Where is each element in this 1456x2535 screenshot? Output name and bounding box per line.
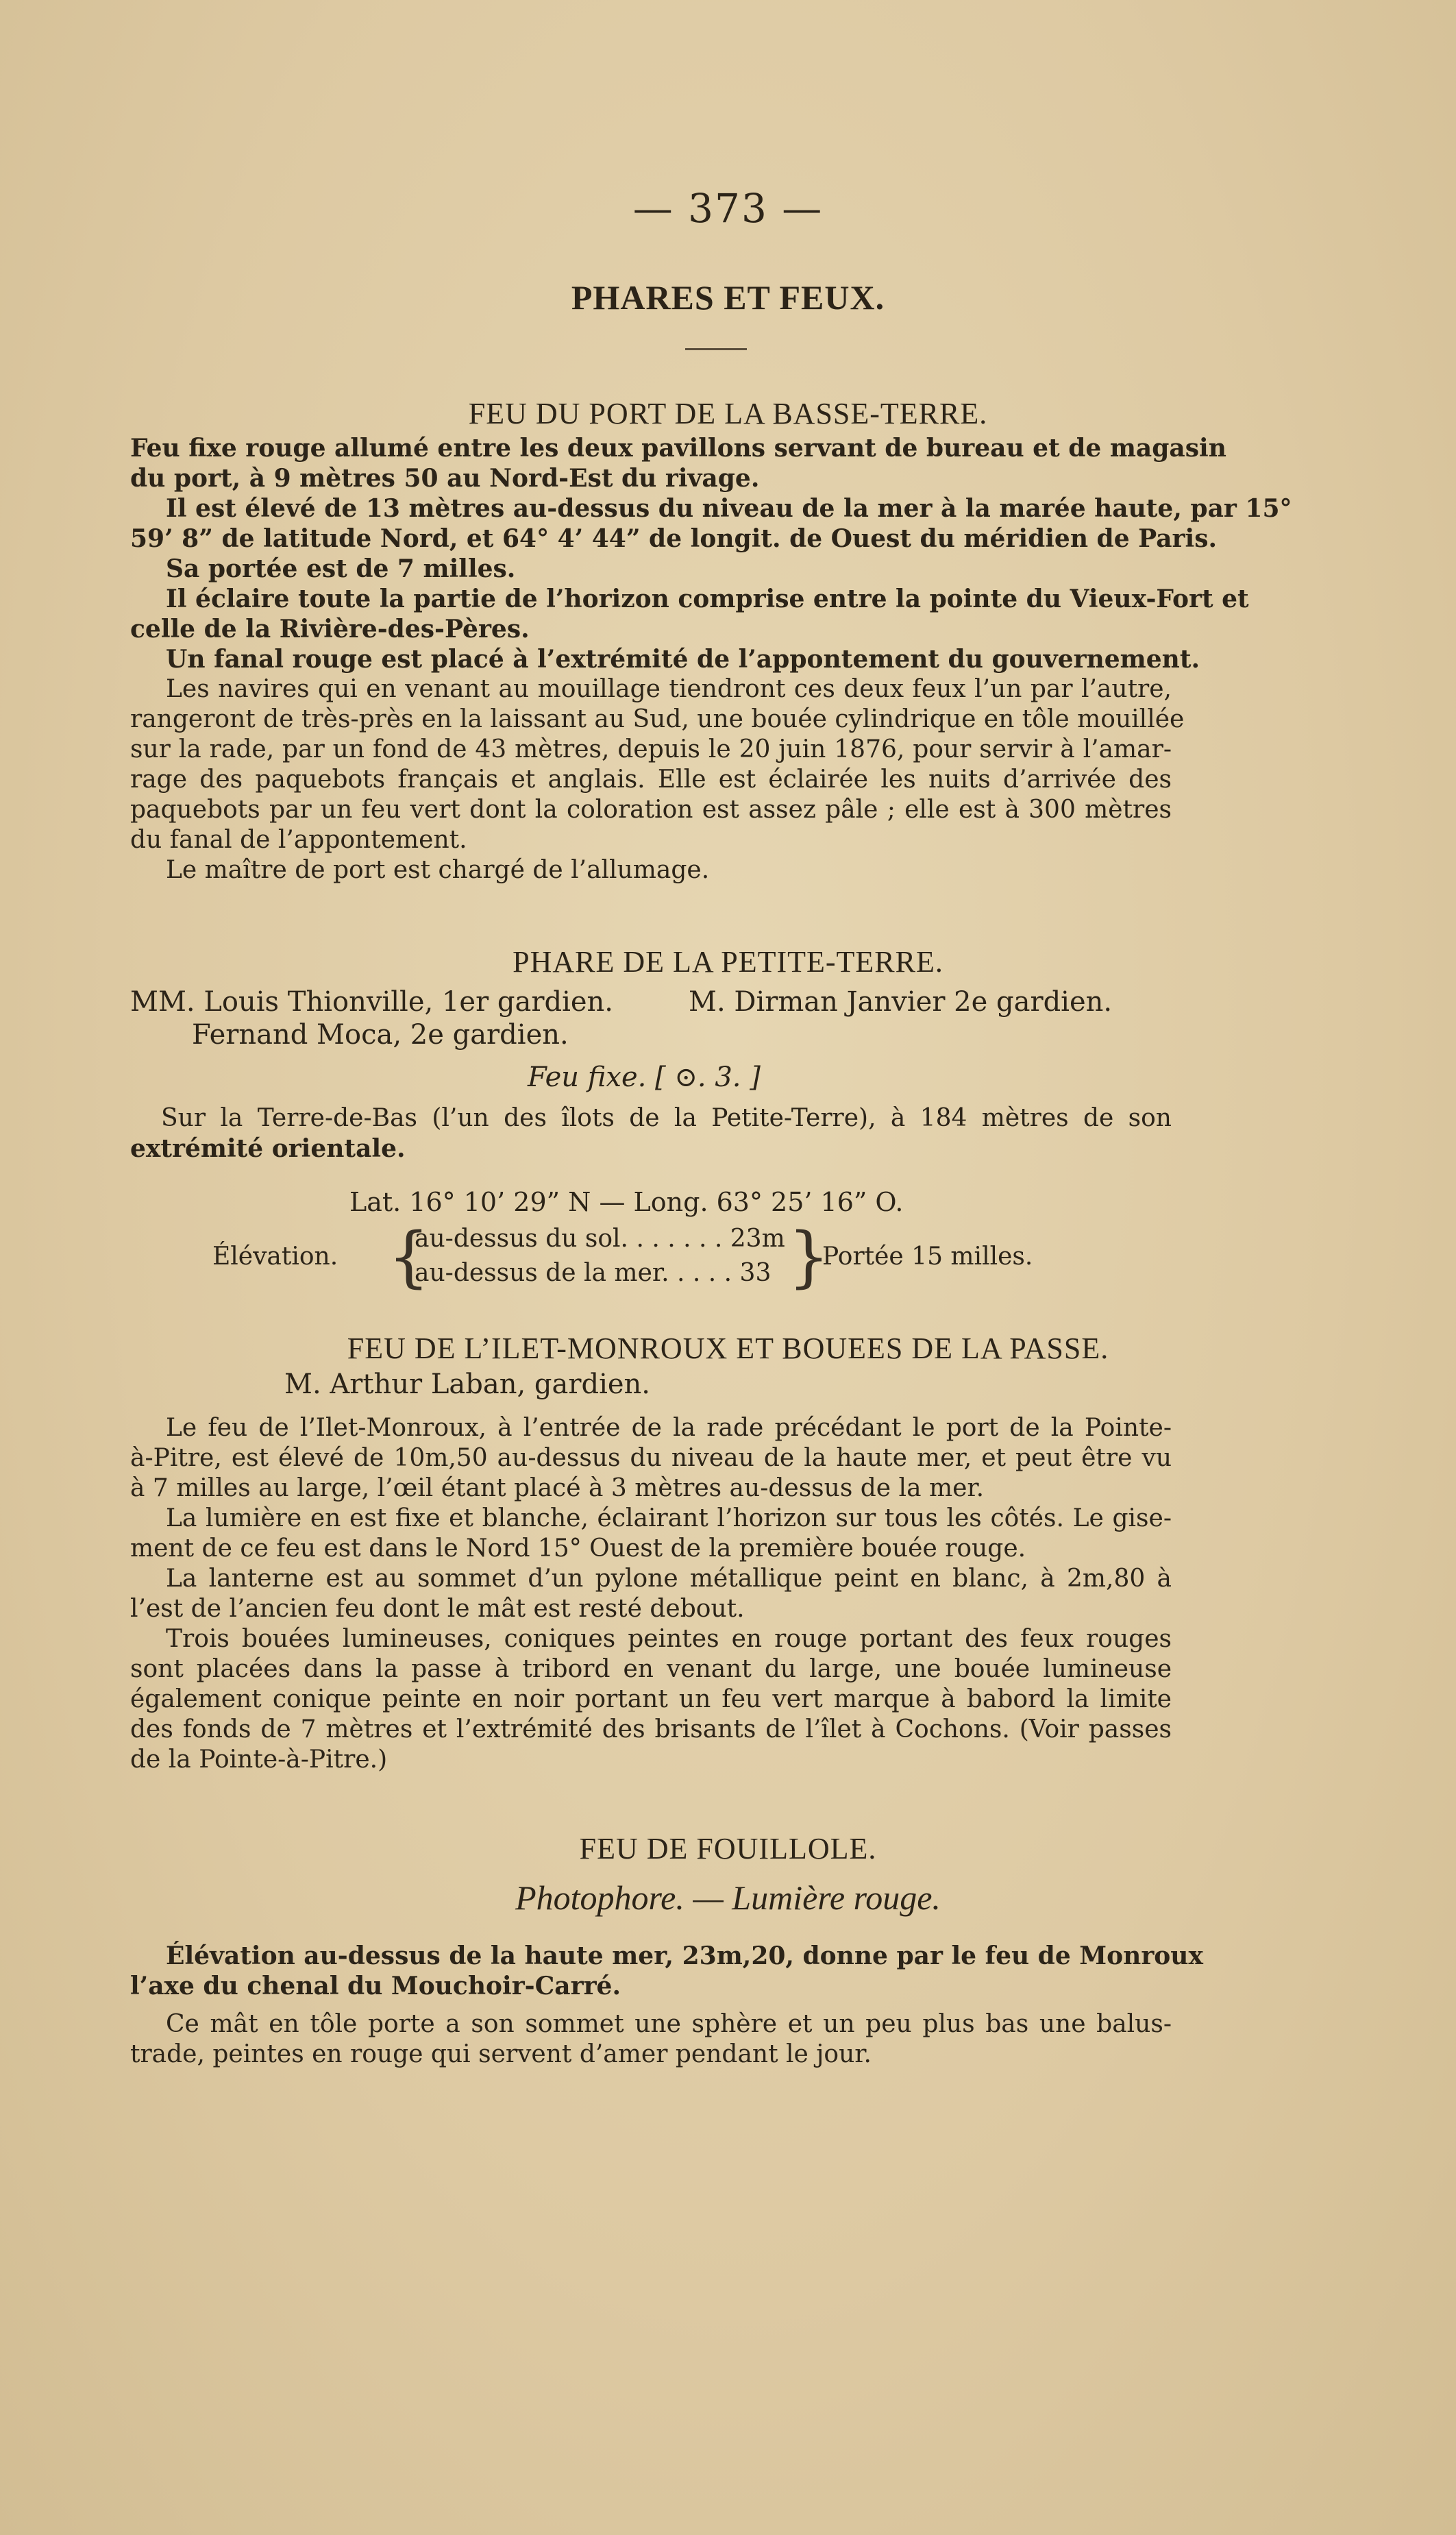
paragraph-line: trade, peintes en rouge qui servent d’amer pendant le jour. xyxy=(130,2040,872,2068)
paragraph-line: Sur la Terre-de-Bas (l’un des îlots de la Petite-Terre), à 184 mètres de son xyxy=(161,1104,1172,1132)
light-characteristic: Feu fixe. [ ⊙. 3. ] xyxy=(528,1062,761,1093)
section-heading-fouillole: FEU DE FOUILLOLE. xyxy=(579,1832,877,1865)
paragraph-line: l’axe du chenal du Mouchoir-Carré. xyxy=(130,1972,621,2000)
section-subheading: Photophore. — Lumière rouge. xyxy=(515,1878,941,1917)
brace-icon: } xyxy=(788,1218,830,1295)
paragraph-line: des fonds de 7 mètres et l’extrémité des brisants de l’îlet à Cochons. (Voir passes xyxy=(130,1715,1172,1743)
paragraph-line: à-Pitre, est élevé de 10m,50 au-dessus du niveau de la haute mer, et peut être vu xyxy=(130,1444,1172,1472)
paragraph-line: celle de la Rivière-des-Pères. xyxy=(130,615,530,644)
page-title: PHARES ET FEUX. xyxy=(571,278,885,317)
paragraph-line: du port, à 9 mètres 50 au Nord-Est du rivage. xyxy=(130,464,760,493)
paragraph-line: l’est de l’ancien feu dont le mât est resté debout. xyxy=(130,1595,745,1623)
coordinates: Lat. 16° 10’ 29” N — Long. 63° 25’ 16” O. xyxy=(349,1187,904,1217)
paragraph-line: de la Pointe-à-Pitre.) xyxy=(130,1746,388,1774)
section-heading-petite-terre: PHARE DE LA PETITE-TERRE. xyxy=(513,945,943,979)
keeper-line: MM. Louis Thionville, 1er gardien. xyxy=(130,986,614,1018)
paragraph-line: sur la rade, par un fond de 43 mètres, depuis le 20 juin 1876, pour servir à l’amar- xyxy=(130,735,1172,763)
paragraph-line: Un fanal rouge est placé à l’extrémité de l’appontement du gouvernement. xyxy=(166,645,1200,674)
title-rule xyxy=(685,348,747,350)
paragraph-line: également conique peinte en noir portant un feu vert marque à babord la limite xyxy=(130,1685,1172,1713)
paragraph-line: Sa portée est de 7 milles. xyxy=(166,554,516,583)
paragraph-line: Trois bouées lumineuses, coniques peintes en rouge portant des feux rouges xyxy=(166,1625,1172,1653)
page-number: — 373 — xyxy=(632,185,824,232)
paragraph-line: rage des paquebots français et anglais. Elle est éclairée les nuits d’arrivée des xyxy=(130,766,1172,794)
paragraph-line: à 7 milles au large, l’œil étant placé à 3 mètres au-dessus de la mer. xyxy=(130,1474,985,1502)
paragraph-line: Feu fixe rouge allumé entre les deux pavillons servant de bureau et de magasin xyxy=(130,434,1226,463)
paragraph-line: du fanal de l’appontement. xyxy=(130,826,467,854)
paragraph-line: Le feu de l’Ilet-Monroux, à l’entrée de la rade précédant le port de la Pointe- xyxy=(166,1414,1172,1442)
section-heading-ilet-monroux: FEU DE L’ILET-MONROUX ET BOUEES DE LA PASSE. xyxy=(347,1332,1109,1365)
section-heading-basse-terre: FEU DU PORT DE LA BASSE-TERRE. xyxy=(468,397,988,430)
paragraph-line: Il est élevé de 13 mètres au-dessus du niveau de la mer à la marée haute, par 15° xyxy=(166,494,1292,523)
paragraph-line: ment de ce feu est dans le Nord 15° Ouest de la première bouée rouge. xyxy=(130,1534,1026,1563)
paragraph-line: La lumière en est fixe et blanche, éclairant l’horizon sur tous les côtés. Le gise- xyxy=(166,1504,1172,1532)
light-range: Portée 15 milles. xyxy=(822,1242,1033,1271)
paragraph-line: Élévation au-dessus de la haute mer, 23m,20, donne par le feu de Monroux xyxy=(166,1942,1203,1970)
paragraph-line: Il éclaire toute la partie de l’horizon comprise entre la pointe du Vieux-Fort et xyxy=(166,585,1249,613)
keeper-line: M. Arthur Laban, gardien. xyxy=(284,1369,651,1400)
keeper-line: M. Dirman Janvier 2e gardien. xyxy=(689,986,1113,1018)
brace-icon: { xyxy=(388,1218,430,1295)
paragraph-line: La lanterne est au sommet d’un pylone métallique peint en blanc, à 2m,80 à xyxy=(166,1565,1172,1593)
elevation-sea: au-dessus de la mer. . . . . 33 xyxy=(415,1259,772,1287)
paragraph-line: sont placées dans la passe à tribord en venant du large, une bouée lumineuse xyxy=(130,1655,1172,1683)
paragraph-line: paquebots par un feu vert dont la coloration est assez pâle ; elle est à 300 mètres xyxy=(130,796,1172,824)
paragraph-line: rangeront de très-près en la laissant au Sud, une bouée cylindrique en tôle mouillée xyxy=(130,705,1185,733)
keeper-line: Fernand Moca, 2e gardien. xyxy=(192,1019,569,1051)
elevation-label: Élévation. xyxy=(212,1242,338,1271)
paragraph-line: extrémité orientale. xyxy=(130,1134,406,1163)
paragraph-line: Les navires qui en venant au mouillage tiendront ces deux feux l’un par l’autre, xyxy=(166,675,1172,703)
paragraph-line: Le maître de port est chargé de l’allumage. xyxy=(166,856,710,884)
paragraph-line: Ce mât en tôle porte a son sommet une sphère et un peu plus bas une balus- xyxy=(166,2010,1172,2038)
elevation-ground: au-dessus du sol. . . . . . . 23m xyxy=(415,1225,785,1253)
paragraph-line: 59’ 8” de latitude Nord, et 64° 4’ 44” de longit. de Ouest du méridien de Paris. xyxy=(130,524,1218,553)
